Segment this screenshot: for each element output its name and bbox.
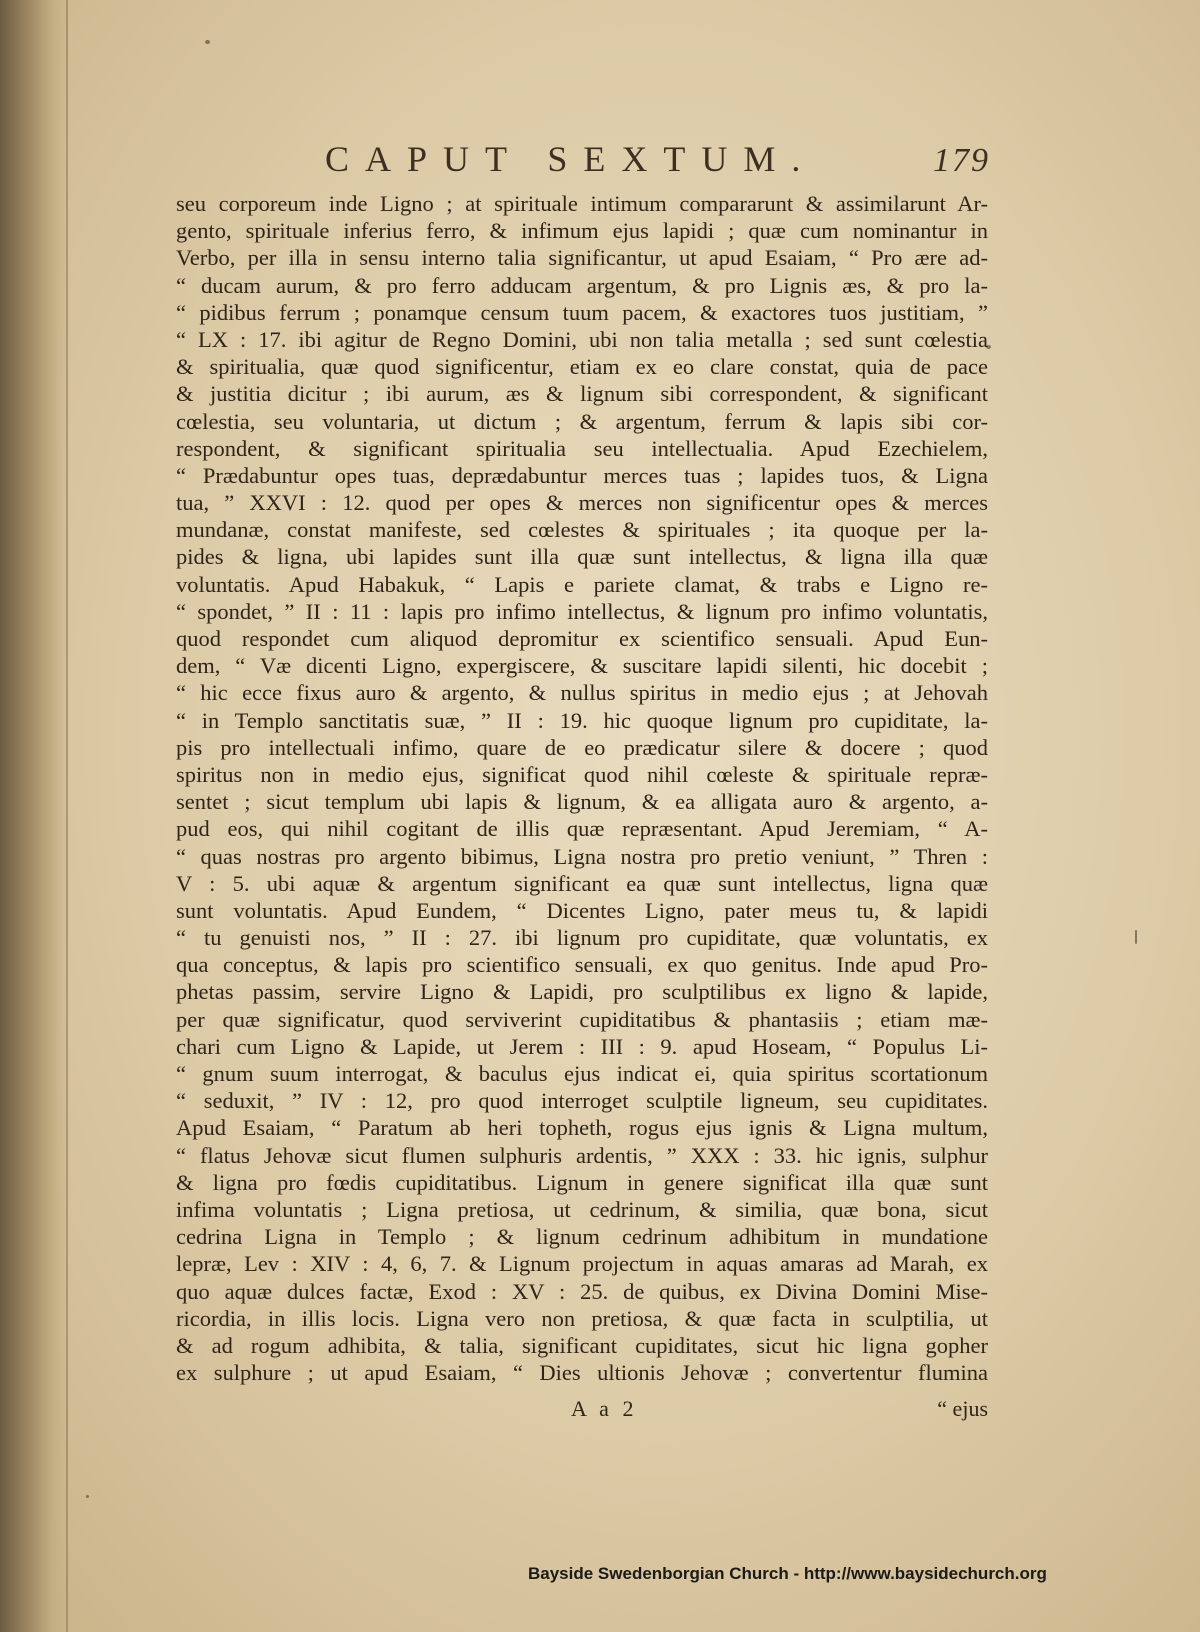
- text-line: pis pro intellectuali infimo, quare de eo prædicatur silere & docere ; quod: [176, 734, 988, 760]
- page-header: [175, 128, 990, 188]
- watermark-credit: Bayside Swedenborgian Church - http://www.baysidechurch.org: [528, 1564, 1047, 1583]
- page-footer: [176, 1396, 988, 1426]
- text-line: “ LX : 17. ibi agitur de Regno Domini, ubi non talia metalla ; sed sunt cœlestia: [176, 326, 988, 352]
- text-line: cedrina Ligna in Templo ; & lignum cedrinum adhibitum in mundatione: [176, 1224, 988, 1250]
- text-line: sentet ; sicut templum ubi lapis & lignum, & ea alligata auro & argento, a-: [176, 789, 988, 815]
- text-line: respondent, & significant spiritualia seu intellectualia. Apud Ezechielem,: [176, 435, 988, 461]
- text-line: pides & ligna, ubi lapides sunt illa quæ sunt intellectus, & ligna illa quæ: [176, 544, 988, 570]
- paper-speck: [86, 1495, 89, 1498]
- page-number: 179: [933, 142, 990, 179]
- text-line: “ ducam aurum, & pro ferro adducam argentum, & pro Lignis æs, & pro la-: [176, 272, 988, 298]
- text-line: Apud Esaiam, “ Paratum ab heri topheth, rogus ejus ignis & Ligna multum,: [176, 1115, 988, 1141]
- text-line: quo aquæ dulces factæ, Exod : XV : 25. de quibus, ex Divina Domini Mise-: [176, 1278, 988, 1304]
- text-line: quod respondet cum aliquod depromitur ex scientifico sensuali. Apud Eun-: [176, 626, 988, 651]
- text-line: spiritus non in medio ejus, significat quod nihil cœleste & spirituale repræ-: [176, 761, 988, 787]
- text-line: phetas passim, servire Ligno & Lapidi, pro sculptilibus ex ligno & lapide,: [176, 979, 988, 1005]
- catchword: “ ejus: [937, 1396, 988, 1421]
- text-line: “ gnum suum interrogat, & baculus ejus indicat ei, quia spiritus scortationum: [176, 1061, 988, 1086]
- text-line: & justitia dicitur ; ibi aurum, æs & lignum sibi correspondent, & significant: [176, 381, 988, 407]
- text-line: “ spondet, ” II : 11 : lapis pro infimo intellectus, & lignum pro infimo voluntatis,: [176, 598, 988, 624]
- text-line: “ hic ecce fixus auro & argento, & nullus spiritus in medio ejus ; at Jehovah: [176, 680, 988, 706]
- text-line: cœlestia, seu voluntaria, ut dictum ; & argentum, ferrum & lapis sibi cor-: [176, 408, 988, 434]
- text-line: ricordia, in illis locis. Ligna vero non pretiosa, & quæ facta in sculptilia, ut: [176, 1305, 988, 1331]
- paper-speck: [1135, 930, 1137, 944]
- text-line: gento, spirituale inferius ferro, & infimum ejus lapidi ; quæ cum nominantur in: [176, 218, 988, 244]
- text-line: & spiritualia, quæ quod significentur, etiam ex eo clare constat, quia de pace: [176, 354, 988, 380]
- text-line: & ligna pro fœdis cupiditatibus. Lignum in genere significat illa quæ sunt: [176, 1169, 988, 1195]
- text-line: tua, ” XXVI : 12. quod per opes & merces non significentur opes & merces: [176, 490, 988, 516]
- text-line: V : 5. ubi aquæ & argentum significant ea quæ sunt intellectus, ligna quæ: [176, 870, 988, 896]
- text-line: “ quas nostras pro argento bibimus, Ligna nostra pro pretio veniunt, ” Thren :: [176, 843, 988, 869]
- binding-gutter-shadow: [0, 0, 70, 1632]
- paper-speck: [205, 40, 210, 44]
- text-line: per quæ significatur, quod serviverint cupiditatibus & phantasiis ; etiam mæ-: [176, 1006, 988, 1032]
- text-line: “ tu genuisti nos, ” II : 27. ibi lignum pro cupiditate, quæ voluntatis, ex: [176, 925, 988, 951]
- text-line: “ seduxit, ” IV : 12, pro quod interroget sculptile ligneum, seu cupiditates.: [176, 1088, 988, 1114]
- body-text: [176, 190, 988, 1386]
- text-line: “ pidibus ferrum ; ponamque censum tuum pacem, & exactores tuos justitiam, ”: [176, 299, 988, 325]
- text-line: chari cum Ligno & Lapide, ut Jerem : III : 9. apud Hoseam, “ Populus Li-: [176, 1033, 988, 1059]
- text-line: lepræ, Lev : XIV : 4, 6, 7. & Lignum projectum in aquas amaras ad Marah, ex: [176, 1251, 988, 1277]
- signature-mark: A a 2: [571, 1396, 638, 1421]
- text-line: pud eos, qui nihil cogitant de illis quæ repræsentant. Apud Jeremiam, “ A-: [176, 816, 988, 842]
- running-head: CAPUT SEXTUM.: [325, 139, 817, 179]
- text-line: sunt voluntatis. Apud Eundem, “ Dicentes Ligno, pater meus tu, & lapidi: [176, 897, 988, 923]
- text-line: mundanæ, constat manifeste, sed cœlestes & spirituales ; ita quoque per la-: [176, 517, 988, 543]
- text-line: dem, “ Væ dicenti Ligno, expergiscere, & suscitare lapidi silenti, hic docebit ;: [176, 653, 988, 679]
- text-line: “ in Templo sanctitatis suæ, ” II : 19. hic quoque lignum pro cupiditate, la-: [176, 707, 988, 733]
- text-line: ex sulphure ; ut apud Esaiam, “ Dies ultionis Jehovæ ; convertentur flumina: [176, 1360, 988, 1386]
- binding-edge: [66, 0, 68, 1632]
- text-line: & ad rogum adhibita, & talia, significant cupiditates, sicut hic ligna gopher: [176, 1332, 988, 1358]
- text-line: Verbo, per illa in sensu interno talia significantur, ut apud Esaiam, “ Pro ære ad-: [176, 245, 988, 271]
- text-line: infima voluntatis ; Ligna pretiosa, ut cedrinum, & similia, quæ bona, sicut: [176, 1196, 988, 1222]
- text-line: voluntatis. Apud Habakuk, “ Lapis e pariete clamat, & trabs e Ligno re-: [176, 571, 988, 597]
- text-line: “ Prædabuntur opes tuas, deprædabuntur merces tuas ; lapides tuos, & Ligna: [176, 462, 988, 488]
- text-line: seu corporeum inde Ligno ; at spirituale intimum compararunt & assimilarunt Ar-: [176, 191, 988, 216]
- text-line: “ flatus Jehovæ sicut flumen sulphuris ardentis, ” XXX : 33. hic ignis, sulphur: [176, 1142, 988, 1168]
- text-line: qua conceptus, & lapis pro scientifico sensuali, ex quo genitus. Inde apud Pro-: [176, 952, 988, 978]
